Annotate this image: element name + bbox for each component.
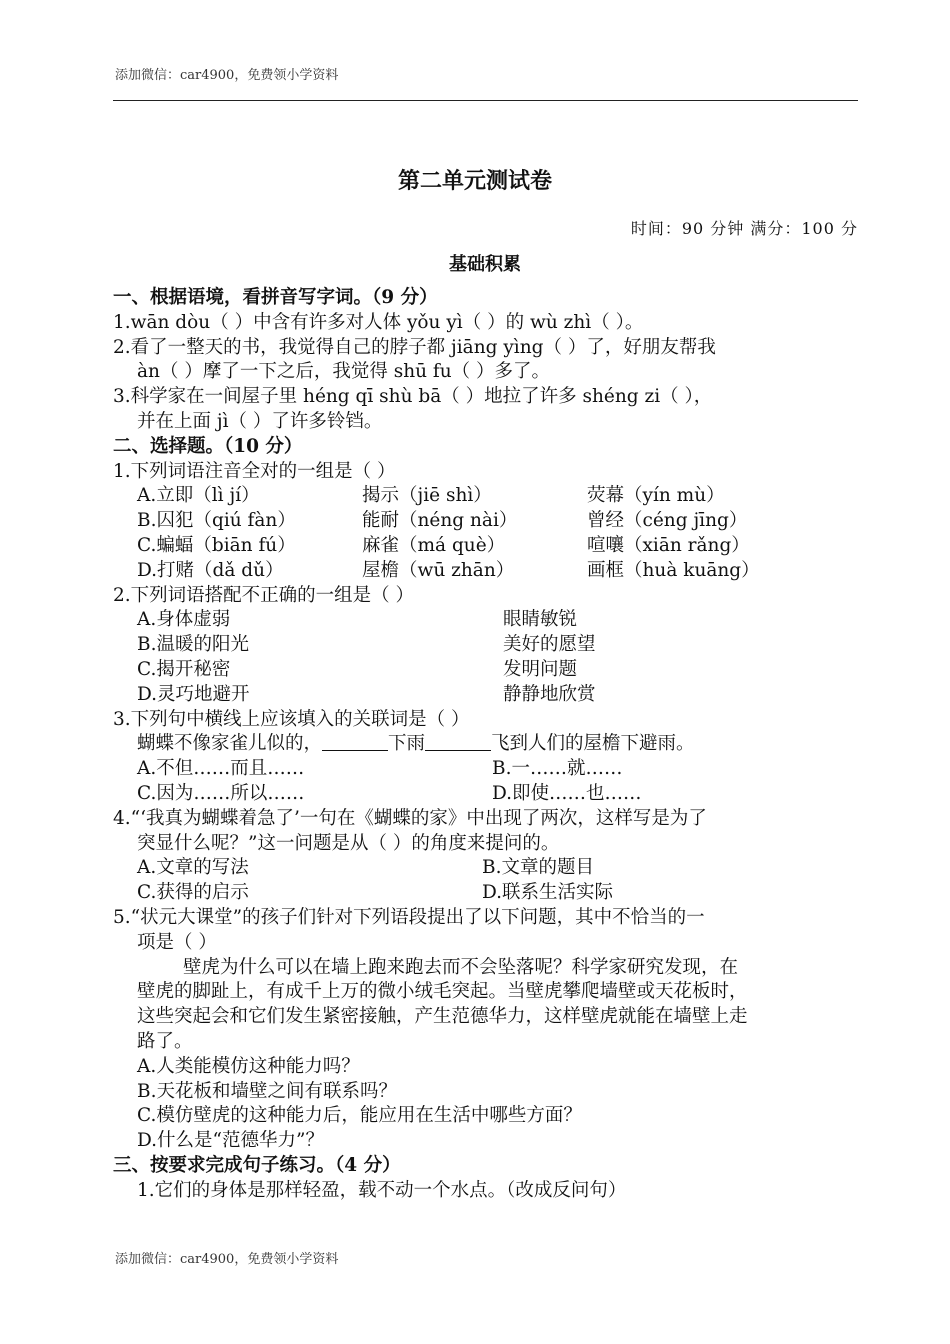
option: A.立即（lì jí） — [137, 485, 260, 507]
option: 画框（huà kuāng） — [587, 559, 760, 581]
q2-option-row — [113, 658, 863, 683]
option: A.文章的写法 — [137, 857, 249, 879]
section-2-heading: 二、选择题。（10 分） — [113, 435, 303, 457]
s1-line: 2.看了一整天的书，我觉得自己的脖子都 jiāng yìng（ ）了，好朋友帮我 — [113, 336, 716, 358]
s1-line: 1.wān dòu（ ）中含有许多对人体 yǒu yì（ ）的 wù zhì（ ）。 — [113, 311, 644, 333]
fill-blank[interactable] — [425, 732, 491, 751]
q3-option-row — [113, 757, 863, 782]
option: C.因为……所以…… — [137, 782, 305, 804]
q3-sentence — [113, 732, 863, 757]
option: B.温暖的阳光 — [137, 634, 249, 656]
option: 揭示（jiē shì） — [362, 485, 492, 507]
section-1-heading: 一、根据语境，看拼音写字词。（9 分） — [113, 287, 438, 308]
option: 眼睛敏锐 — [503, 609, 578, 631]
q4-stem: 突显什么呢？”这一问题是从（ ）的角度来提问的。 — [137, 832, 560, 854]
header-note: 添加微信：car4900，免费领小学资料 — [115, 68, 339, 83]
option: 美好的愿望 — [503, 634, 596, 656]
option: A.不但……而且…… — [137, 758, 305, 780]
s1-line: 3.科学家在一间屋子里 héng qī shù bā（ ）地拉了许多 shéng zi（ ）， — [113, 386, 713, 408]
exam-content — [113, 286, 863, 1203]
q1-option-row — [113, 484, 863, 509]
q1-option-row — [113, 534, 863, 559]
q5-passage-line: 壁虎为什么可以在墙上跑来跑去而不会坠落呢？科学家研究发现，在 — [183, 956, 739, 978]
q3-sentence-part: 飞到人们的屋檐下避雨。 — [491, 733, 695, 755]
q1-option-row — [113, 559, 863, 584]
page-title: 第二单元测试卷 — [397, 168, 552, 194]
q4-option-row — [113, 856, 863, 881]
option: A.身体虚弱 — [137, 609, 231, 631]
q2-option-row — [113, 683, 863, 708]
q2-stem: 2.下列词语搭配不正确的一组是（ ） — [113, 584, 415, 606]
q5-passage-line: 路了。 — [137, 1030, 193, 1052]
q2-option-row — [113, 608, 863, 633]
option: 发明问题 — [503, 658, 578, 680]
q5-passage-line: 壁虎的脚趾上，有成千上万的微小绒毛突起。当壁虎攀爬墙壁或天花板时， — [137, 981, 748, 1003]
option: 屋檐（wū zhān） — [362, 559, 515, 581]
option: 荧幕（yín mù） — [587, 485, 725, 507]
q3-option-row — [113, 782, 863, 807]
q3-sentence-part: 蝴蝶不像家雀儿似的， — [137, 733, 323, 755]
option: D.灵巧地避开 — [137, 683, 250, 705]
q1-option-row — [113, 509, 863, 534]
option: 曾经（céng jīng） — [587, 510, 748, 532]
option: C.模仿壁虎的这种能力后，能应用在生活中哪些方面？ — [137, 1105, 582, 1127]
option: B.文章的题目 — [482, 857, 594, 879]
q5-stem: 项是（ ） — [137, 931, 217, 953]
q4-stem: 4.“‘我真为蝴蝶着急了’一句在《蝴蝶的家》中出现了两次，这样写是为了 — [113, 807, 707, 829]
s1-line: àn（ ）摩了一下之后，我觉得 shū fu（ ）多了。 — [137, 361, 551, 383]
q1-stem: 1.下列词语注音全对的一组是（ ） — [113, 460, 396, 482]
q2-option-row — [113, 633, 863, 658]
option: B.天花板和墙壁之间有联系吗？ — [137, 1080, 397, 1102]
section-3-heading: 三、按要求完成句子练习。（4 分） — [113, 1154, 401, 1176]
option: 麻雀（má què） — [362, 534, 506, 556]
s3-q1: 1.它们的身体是那样轻盈，载不动一个水点。（改成反问句） — [137, 1179, 627, 1201]
q5-stem: 5.“状元大课堂”的孩子们针对下列语段提出了以下问题，其中不恰当的一 — [113, 906, 705, 928]
option: D.打赌（dǎ dǔ） — [137, 559, 284, 581]
option: 喧嚷（xiān rǎng） — [587, 534, 750, 556]
option: D.联系生活实际 — [482, 882, 614, 904]
q3-stem: 3.下列句中横线上应该填入的关联词是（ ） — [113, 708, 470, 730]
footer-note: 添加微信：car4900，免费领小学资料 — [115, 1252, 339, 1267]
option: D.什么是“范德华力”？ — [137, 1130, 324, 1152]
q5-passage-line: 这些突起会和它们发生紧密接触，产生范德华力，这样壁虎就能在墙壁上走 — [137, 1006, 748, 1028]
option: D.即使……也…… — [492, 782, 642, 804]
section-subtitle: 基础积累 — [449, 254, 521, 275]
option: B.囚犯（qiú fàn） — [137, 510, 296, 532]
option: 静静地欣赏 — [503, 683, 596, 705]
s1-line: 并在上面 jì（ ）了许多铃铛。 — [137, 410, 383, 432]
option: C.蝙蝠（biān fú） — [137, 534, 296, 556]
option: C.揭开秘密 — [137, 658, 231, 680]
option: A.人类能模仿这种能力吗？ — [137, 1055, 360, 1077]
q4-option-row — [113, 881, 863, 906]
option: B.一……就…… — [492, 758, 623, 780]
option: C.获得的启示 — [137, 882, 249, 904]
fill-blank[interactable] — [322, 732, 388, 751]
time-score: 时间：90 分钟 满分：100 分 — [630, 219, 858, 238]
q3-sentence-part: 下雨 — [388, 733, 426, 755]
header-divider — [113, 100, 858, 101]
option: 能耐（néng nài） — [362, 510, 518, 532]
